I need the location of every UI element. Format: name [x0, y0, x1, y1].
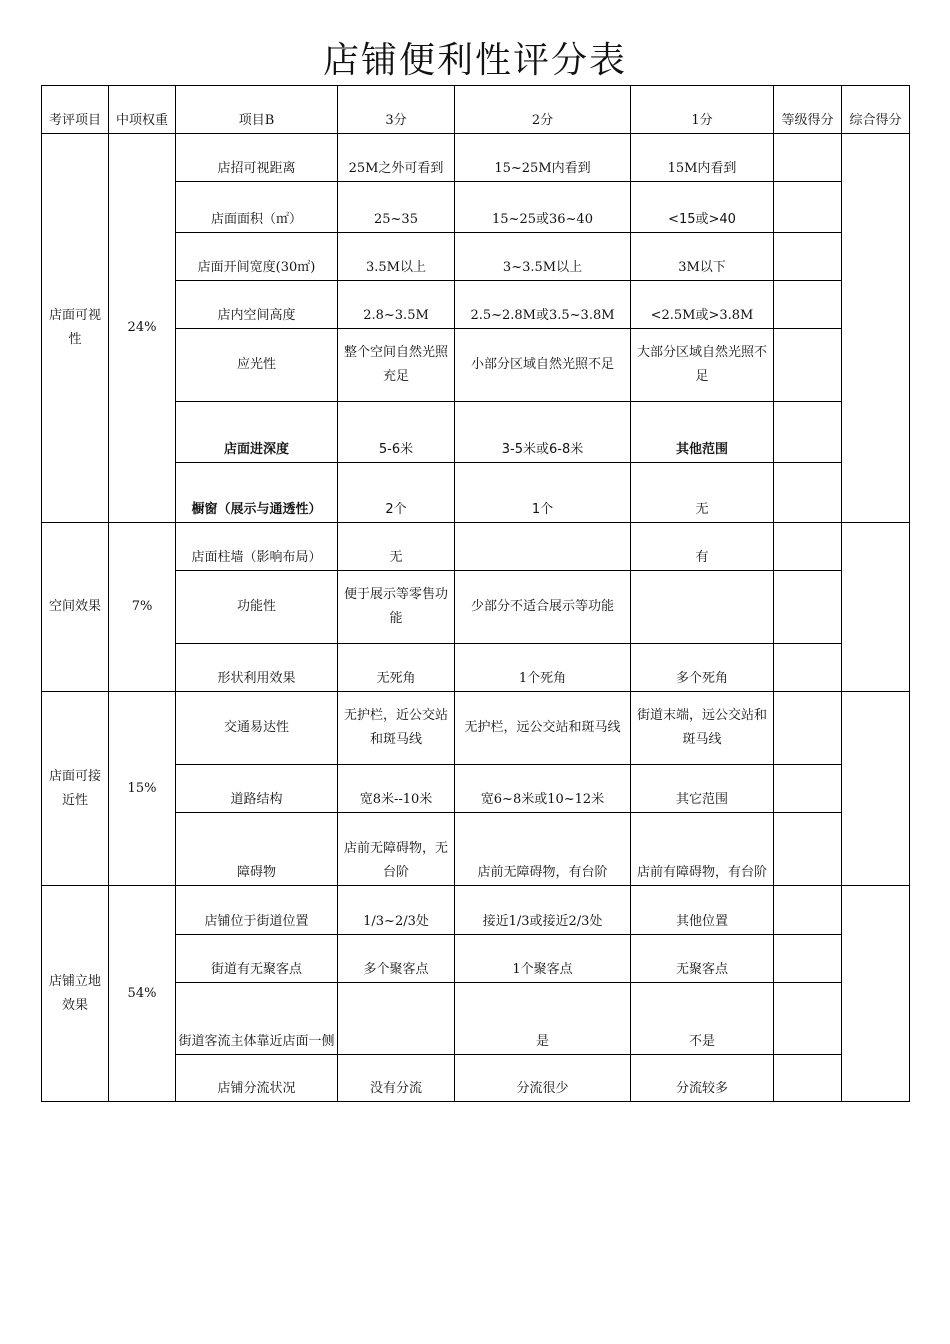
row-score-2: 宽6~8米或10~12米 — [455, 765, 631, 813]
overall-score-cell — [842, 134, 910, 523]
row-score-3: 无护栏，近公交站和斑马线 — [338, 692, 455, 765]
header-score-3: 3分 — [338, 86, 455, 134]
header-overall-score: 综合得分 — [842, 86, 910, 134]
row-score-2: 1个聚客点 — [455, 935, 631, 983]
row-item: 店面面积（㎡） — [176, 182, 338, 233]
row-item: 应光性 — [176, 329, 338, 402]
row-score-2: 是 — [455, 983, 631, 1055]
row-item: 店铺分流状况 — [176, 1055, 338, 1102]
row-score-1: 大部分区域自然光照不足 — [631, 329, 774, 402]
row-score-3: 宽8米--10米 — [338, 765, 455, 813]
row-score-3: 便于展示等零售功能 — [338, 571, 455, 644]
row-item: 功能性 — [176, 571, 338, 644]
level-score-cell — [774, 886, 842, 935]
row-score-3: 没有分流 — [338, 1055, 455, 1102]
row-score-1: 无 — [631, 463, 774, 523]
level-score-cell — [774, 644, 842, 692]
level-score-cell — [774, 523, 842, 571]
row-score-1: 店前有障碍物，有台阶 — [631, 813, 774, 886]
row-score-2: 2.5~2.8M或3.5~3.8M — [455, 281, 631, 329]
row-score-1: 3M以下 — [631, 233, 774, 281]
score-table — [41, 85, 910, 1102]
section-category: 店面可视性 — [42, 134, 109, 523]
row-item: 街道客流主体靠近店面一侧 — [176, 983, 338, 1055]
row-score-1: 不是 — [631, 983, 774, 1055]
row-item: 店面进深度 — [176, 402, 338, 463]
header-score-2: 2分 — [455, 86, 631, 134]
section-weight: 15% — [109, 692, 176, 886]
header-row — [42, 86, 910, 134]
row-score-2: 1个 — [455, 463, 631, 523]
overall-score-cell — [842, 886, 910, 1102]
row-score-2: 3~3.5M以上 — [455, 233, 631, 281]
header-item: 项目B — [176, 86, 338, 134]
row-item: 道路结构 — [176, 765, 338, 813]
row-score-3: 25M之外可看到 — [338, 134, 455, 182]
row-score-1: 有 — [631, 523, 774, 571]
section-weight: 7% — [109, 523, 176, 692]
row-score-2: 3-5米或6-8米 — [455, 402, 631, 463]
level-score-cell — [774, 813, 842, 886]
overall-score-cell — [842, 523, 910, 692]
header-category: 考评项目 — [42, 86, 109, 134]
level-score-cell — [774, 281, 842, 329]
table-row — [42, 886, 910, 935]
row-score-3: 3.5M以上 — [338, 233, 455, 281]
level-score-cell — [774, 571, 842, 644]
row-score-3: 2个 — [338, 463, 455, 523]
level-score-cell — [774, 692, 842, 765]
row-item: 交通易达性 — [176, 692, 338, 765]
table-row — [42, 523, 910, 571]
row-score-1: 街道末端，远公交站和斑马线 — [631, 692, 774, 765]
row-score-1 — [631, 571, 774, 644]
level-score-cell — [774, 463, 842, 523]
row-score-2: 无护栏，远公交站和斑马线 — [455, 692, 631, 765]
section-category: 店面可接近性 — [42, 692, 109, 886]
level-score-cell — [774, 765, 842, 813]
row-score-2: 接近1/3或接近2/3处 — [455, 886, 631, 935]
row-score-1: 15M内看到 — [631, 134, 774, 182]
level-score-cell — [774, 402, 842, 463]
row-score-3: 1/3~2/3处 — [338, 886, 455, 935]
row-score-1: 其他位置 — [631, 886, 774, 935]
row-score-1: 多个死角 — [631, 644, 774, 692]
row-score-2: 15~25M内看到 — [455, 134, 631, 182]
row-score-2: 少部分不适合展示等功能 — [455, 571, 631, 644]
level-score-cell — [774, 233, 842, 281]
row-score-3: 25~35 — [338, 182, 455, 233]
section-weight: 54% — [109, 886, 176, 1102]
row-score-3: 店前无障碍物，无台阶 — [338, 813, 455, 886]
row-item: 店面开间宽度(30㎡) — [176, 233, 338, 281]
row-item: 店招可视距离 — [176, 134, 338, 182]
row-score-3: 2.8~3.5M — [338, 281, 455, 329]
row-score-3: 整个空间自然光照充足 — [338, 329, 455, 402]
header-score-1: 1分 — [631, 86, 774, 134]
page-title: 店铺便利性评分表 — [322, 40, 627, 81]
row-score-1: <15或>40 — [631, 182, 774, 233]
row-item: 店铺位于街道位置 — [176, 886, 338, 935]
row-score-3: 多个聚客点 — [338, 935, 455, 983]
row-score-1: 无聚客点 — [631, 935, 774, 983]
table-row — [42, 692, 910, 765]
level-score-cell — [774, 182, 842, 233]
row-score-2: 小部分区域自然光照不足 — [455, 329, 631, 402]
row-item: 障碍物 — [176, 813, 338, 886]
row-score-2: 15~25或36~40 — [455, 182, 631, 233]
row-score-3: 无死角 — [338, 644, 455, 692]
row-item: 店面柱墙（影响布局） — [176, 523, 338, 571]
row-score-1: 其它范围 — [631, 765, 774, 813]
level-score-cell — [774, 983, 842, 1055]
section-weight: 24% — [109, 134, 176, 523]
row-score-2 — [455, 523, 631, 571]
row-item: 街道有无聚客点 — [176, 935, 338, 983]
row-item: 橱窗（展示与通透性） — [176, 463, 338, 523]
level-score-cell — [774, 329, 842, 402]
row-score-2: 店前无障碍物，有台阶 — [455, 813, 631, 886]
section-category: 空间效果 — [42, 523, 109, 692]
level-score-cell — [774, 935, 842, 983]
table-row — [42, 134, 910, 182]
row-item: 店内空间高度 — [176, 281, 338, 329]
row-score-1: <2.5M或>3.8M — [631, 281, 774, 329]
overall-score-cell — [842, 692, 910, 886]
header-level-score: 等级得分 — [774, 86, 842, 134]
row-score-3: 5-6米 — [338, 402, 455, 463]
row-score-3: 无 — [338, 523, 455, 571]
row-item: 形状利用效果 — [176, 644, 338, 692]
row-score-1: 分流较多 — [631, 1055, 774, 1102]
header-weight: 中项权重 — [109, 86, 176, 134]
row-score-2: 分流很少 — [455, 1055, 631, 1102]
section-category: 店铺立地效果 — [42, 886, 109, 1102]
row-score-3 — [338, 983, 455, 1055]
row-score-2: 1个死角 — [455, 644, 631, 692]
level-score-cell — [774, 134, 842, 182]
row-score-1: 其他范围 — [631, 402, 774, 463]
level-score-cell — [774, 1055, 842, 1102]
